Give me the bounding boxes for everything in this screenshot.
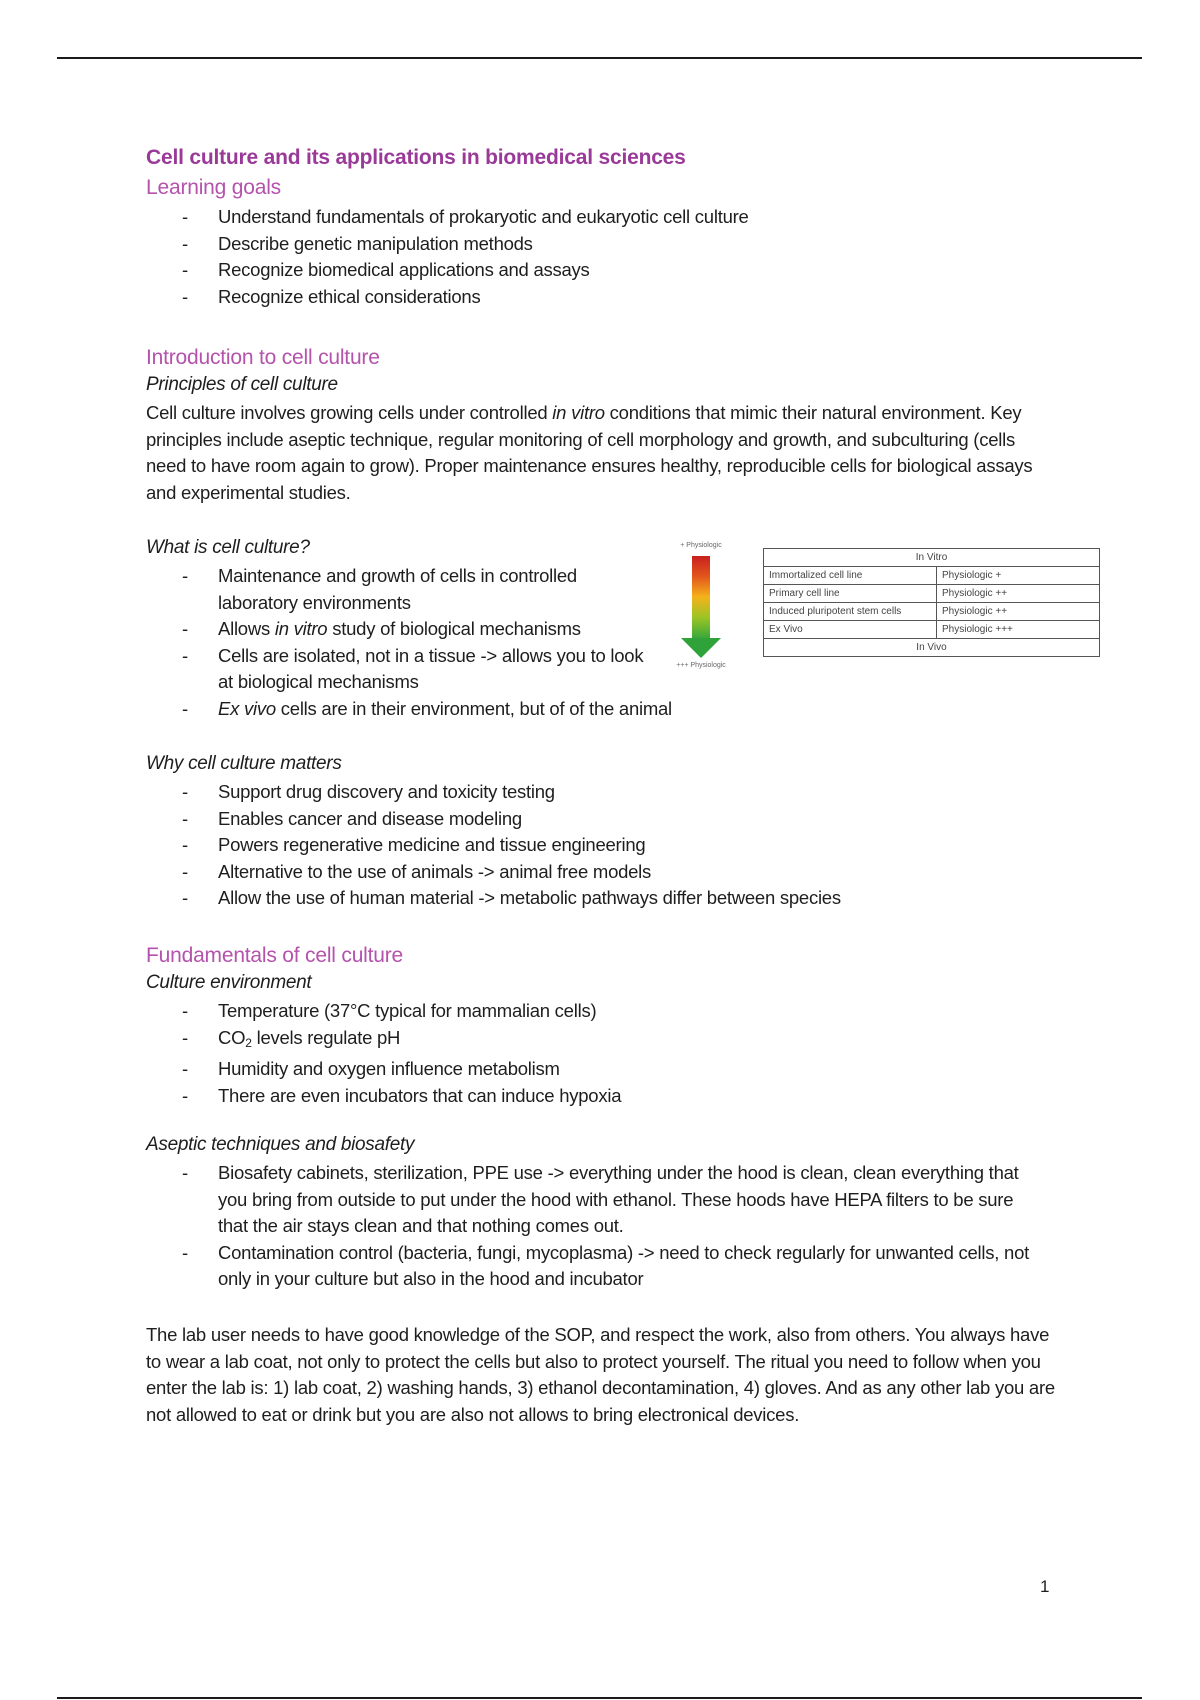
environment-subheading: Culture environment bbox=[146, 972, 312, 993]
list-dash: - bbox=[182, 618, 188, 639]
list-item: - Support drug discovery and toxicity testing bbox=[146, 779, 1046, 806]
model-cell: Ex Vivo bbox=[764, 621, 937, 639]
introduction-heading: Introduction to cell culture bbox=[146, 346, 380, 369]
why-matters-subheading: Why cell culture matters bbox=[146, 753, 342, 774]
list-item: - Ex vivo cells are in their environment, but of of the animal bbox=[146, 696, 766, 723]
list-item: - Recognize ethical considerations bbox=[146, 284, 1046, 311]
list-dash: - bbox=[182, 807, 188, 829]
header-rule bbox=[57, 57, 1142, 59]
list-dash: - bbox=[182, 232, 188, 254]
list-item: - There are even incubators that can induce hypoxia bbox=[146, 1083, 1046, 1110]
arrow-top-label: + Physiologic bbox=[680, 542, 722, 549]
lab-rules-paragraph: The lab user needs to have good knowledge of the SOP, and respect the work, also from others. You always have to wear a lab coat, not only to protect the cells but also to protect yourself. The ritual you need to follow when you enter the lab is: 1) lab coat, 2) washing hands, 3) ethanol decontamination, 4) gloves. And as any other lab you are not allowed to eat or drink but you are also not allows to bring electronical devices. bbox=[146, 1324, 1055, 1425]
table-header-cell: In Vitro bbox=[764, 549, 1100, 567]
table-row bbox=[764, 621, 1100, 639]
physiology-cell: Physiologic + bbox=[937, 567, 1100, 585]
list-dash: - bbox=[182, 1241, 188, 1263]
list-dash: - bbox=[182, 206, 188, 227]
model-cell: Induced pluripotent stem cells bbox=[764, 603, 937, 621]
table-footer-row bbox=[764, 639, 1100, 657]
list-dash: - bbox=[182, 781, 188, 802]
list-item: - Powers regenerative medicine and tissue engineering bbox=[146, 832, 1046, 859]
aseptic-subheading: Aseptic techniques and biosafety bbox=[146, 1134, 415, 1155]
arrow-bottom-label: +++ Physiologic bbox=[676, 662, 726, 669]
list-item: - Enables cancer and disease modeling bbox=[146, 806, 1046, 833]
principles-subheading: Principles of cell culture bbox=[146, 374, 338, 395]
learning-goals-heading: Learning goals bbox=[146, 176, 281, 199]
physiology-cell: Physiologic ++ bbox=[937, 585, 1100, 603]
why-matters-list bbox=[146, 779, 1046, 912]
list-item: - Biosafety cabinets, sterilization, PPE use -> everything under the hood is clean, clean everything that you bring from outside to put under the hood with ethanol. These hoods have HEPA filters to be sure that the air stays clean and that nothing comes out. bbox=[182, 1162, 1019, 1236]
list-dash: - bbox=[182, 887, 188, 908]
physiology-gradient-arrow bbox=[672, 542, 730, 670]
list-item: - Recognize biomedical applications and assays bbox=[146, 257, 1046, 284]
list-dash: - bbox=[182, 565, 188, 586]
list-item: - Maintenance and growth of cells in controlled laboratory environments bbox=[182, 565, 577, 613]
model-cell: Primary cell line bbox=[764, 585, 937, 603]
table-footer-cell: In Vivo bbox=[764, 639, 1100, 657]
list-dash: - bbox=[182, 644, 188, 666]
aseptic-list bbox=[146, 1160, 1046, 1293]
table-header-row bbox=[764, 549, 1100, 567]
list-dash: - bbox=[182, 1058, 188, 1079]
list-item: - Temperature (37°C typical for mammalian cells) bbox=[146, 998, 1046, 1025]
culture-models-table bbox=[763, 548, 1100, 657]
list-item: - Allows in vitro study of biological mechanisms bbox=[146, 616, 766, 643]
list-item: - Understand fundamentals of prokaryotic and eukaryotic cell culture bbox=[146, 204, 1046, 231]
physiology-cell: Physiologic ++ bbox=[937, 603, 1100, 621]
list-item: - Humidity and oxygen influence metabolism bbox=[146, 1056, 1046, 1083]
list-item: - Allow the use of human material -> metabolic pathways differ between species bbox=[146, 885, 1046, 912]
model-cell: Immortalized cell line bbox=[764, 567, 937, 585]
list-item: - Contamination control (bacteria, fungi, mycoplasma) -> need to check regularly for unwanted cells, not only in your culture but also in the hood and incubator bbox=[182, 1241, 1030, 1289]
list-item: - Cells are isolated, not in a tissue -> allows you to look at biological mechanisms bbox=[182, 644, 644, 692]
list-dash: - bbox=[182, 1084, 188, 1106]
table-row bbox=[764, 567, 1100, 585]
list-item: - $CO_2$ levels regulate pH bbox=[182, 1026, 401, 1050]
fundamentals-heading: Fundamentals of cell culture bbox=[146, 944, 404, 967]
physiology-cell: Physiologic +++ bbox=[937, 621, 1100, 639]
list-dash: - bbox=[182, 1000, 188, 1021]
list-item: - Describe genetic manipulation methods bbox=[146, 231, 1046, 258]
footer-rule bbox=[57, 1697, 1142, 1699]
list-dash: - bbox=[182, 1026, 188, 1048]
document-title: Cell culture and its applications in biomedical sciences bbox=[146, 146, 686, 169]
environment-list bbox=[146, 998, 1046, 1109]
list-dash: - bbox=[182, 860, 188, 882]
arrow-down-icon bbox=[692, 556, 710, 638]
list-dash: - bbox=[182, 285, 188, 307]
list-dash: - bbox=[182, 1162, 188, 1183]
learning-goals-list bbox=[146, 204, 1046, 310]
list-dash: - bbox=[182, 834, 188, 855]
arrow-head-icon bbox=[681, 638, 721, 658]
what-is-subheading: What is cell culture? bbox=[146, 537, 310, 558]
list-dash: - bbox=[182, 697, 188, 719]
list-item: - Alternative to the use of animals -> animal free models bbox=[146, 859, 1046, 886]
page-number: 1 bbox=[1040, 1577, 1050, 1596]
table-row bbox=[764, 585, 1100, 603]
principles-paragraph: Cell culture involves growing cells under controlled in vitro conditions that mimic their natural environment. Key principles include aseptic technique, regular monitoring of cell morphology and growth, and subculturing (cells need to have room again to grow). Proper maintenance ensures healthy, reproducible cells for biological assays and experimental studies. bbox=[146, 402, 1033, 503]
list-dash: - bbox=[182, 259, 188, 280]
table-row bbox=[764, 603, 1100, 621]
